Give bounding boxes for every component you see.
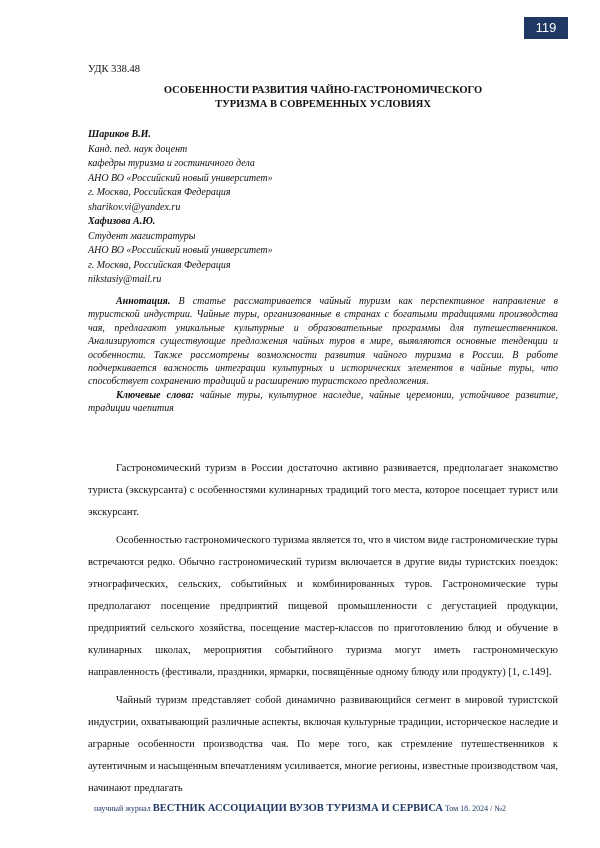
body-paragraph: Особенностью гастрономического туризма является то, что в чистом виде гастрономические туры встречаются редко. Обычно гастрономический туризм включается в другие виды туристских поездок: этнографических, сельских, событийных и комбинированных туров. Гастрономические туры предполагают посещение предприятий пищевой промышленности с дегустацией продукции, предприятий сельского хозяйства, посещение мастер-классов по приготовлению блюд и обучение в кулинарных школах, мероприятия событийного туризма могут иметь гастрономическую направленность (фестивали, праздники, ярмарки, посвящённые одному блюду или продукту) [1, с.149]. <box>88 535 558 678</box>
author-affiliation-line: Канд. пед. наук доцент <box>88 143 188 155</box>
page-number-badge: 119 <box>524 17 568 39</box>
author-affiliation-line: кафедры туризма и гостиничного дела <box>88 158 255 169</box>
authors-block <box>88 128 273 288</box>
keywords-label: Ключевые слова: <box>116 389 194 401</box>
author-affiliation-line: г. Москва, Российская Федерация <box>88 187 231 198</box>
footer-prefix: научный журнал <box>93 804 153 813</box>
author-email: sharikov.vi@yandex.ru <box>88 201 181 213</box>
abstract-block <box>88 295 558 416</box>
title-line: ТУРИЗМА В СОВРЕМЕННЫХ УСЛОВИЯХ <box>215 99 431 110</box>
author-name: Шариков В.И. <box>88 129 151 140</box>
author-affiliation-line: АНО ВО «Российский новый университет» <box>88 245 273 256</box>
issue-info: Том 18. 2024 / №2 <box>442 804 507 813</box>
author-affiliation-line: АНО ВО «Российский новый университет» <box>88 172 273 184</box>
title-line: ОСОБЕННОСТИ РАЗВИТИЯ ЧАЙНО-ГАСТРОНОМИЧЕСКОГО <box>163 85 483 96</box>
article-body <box>88 458 558 806</box>
author-name: Хафизова А.Ю. <box>88 216 156 227</box>
journal-footer <box>0 803 600 814</box>
abstract-text: В статье рассматривается чайный туризм как перспективное направление в туристской индустрии. Чайные туры, организованные в странах с богатыми традициями производства чая, предлагают уникальные культурные и образовательные программы для путешественников. Анализируются существующие предложения чайных туров в мире, выявляются основные тенденции и особенности. Также рассмотрены возможности развития чайного туризма в России. В работе подчеркивается важность интеграции культурных и исторических элементов в чайные туры, что способствует сохранению традиций и расширению туристского предложения. <box>88 296 558 388</box>
journal-name: ВЕСТНИК АССОЦИАЦИИ ВУЗОВ ТУРИЗМА И СЕРВИСА <box>152 803 443 814</box>
keywords-paragraph <box>88 389 558 416</box>
author-email: nikstasiy@mail.ru <box>88 274 162 285</box>
author-affiliation-line: г. Москва, Российская Федерация <box>88 259 231 271</box>
article-title <box>88 84 558 112</box>
author-affiliation-line: Студент магистратуры <box>88 230 196 242</box>
abstract-paragraph <box>88 295 558 389</box>
body-paragraph: Гастрономический туризм в России достаточно активно развивается, предполагает знакомство туриста (экскурсанта) с особенностями кулинарных традиций того места, которое посещает турист или экскурсант. <box>88 463 558 518</box>
udk-code: УДК 338.48 <box>88 64 141 75</box>
keywords-text: чайные туры, культурное наследие, чайные церемонии, устойчивое развитие, традиции чаепития <box>88 389 559 415</box>
body-paragraph: Чайный туризм представляет собой динамично развивающийся сегмент в мировой туристской индустрии, охватывающий различные аспекты, включая культурные традиции, историческое наследие и аграрные особенности производства чая. По мере того, как стремление путешественников к аутентичным и насыщенным впечатлениям усиливается, многие регионы, известные производством чая, начинают предлагать <box>88 695 558 794</box>
abstract-label: Аннотация. <box>116 296 171 307</box>
